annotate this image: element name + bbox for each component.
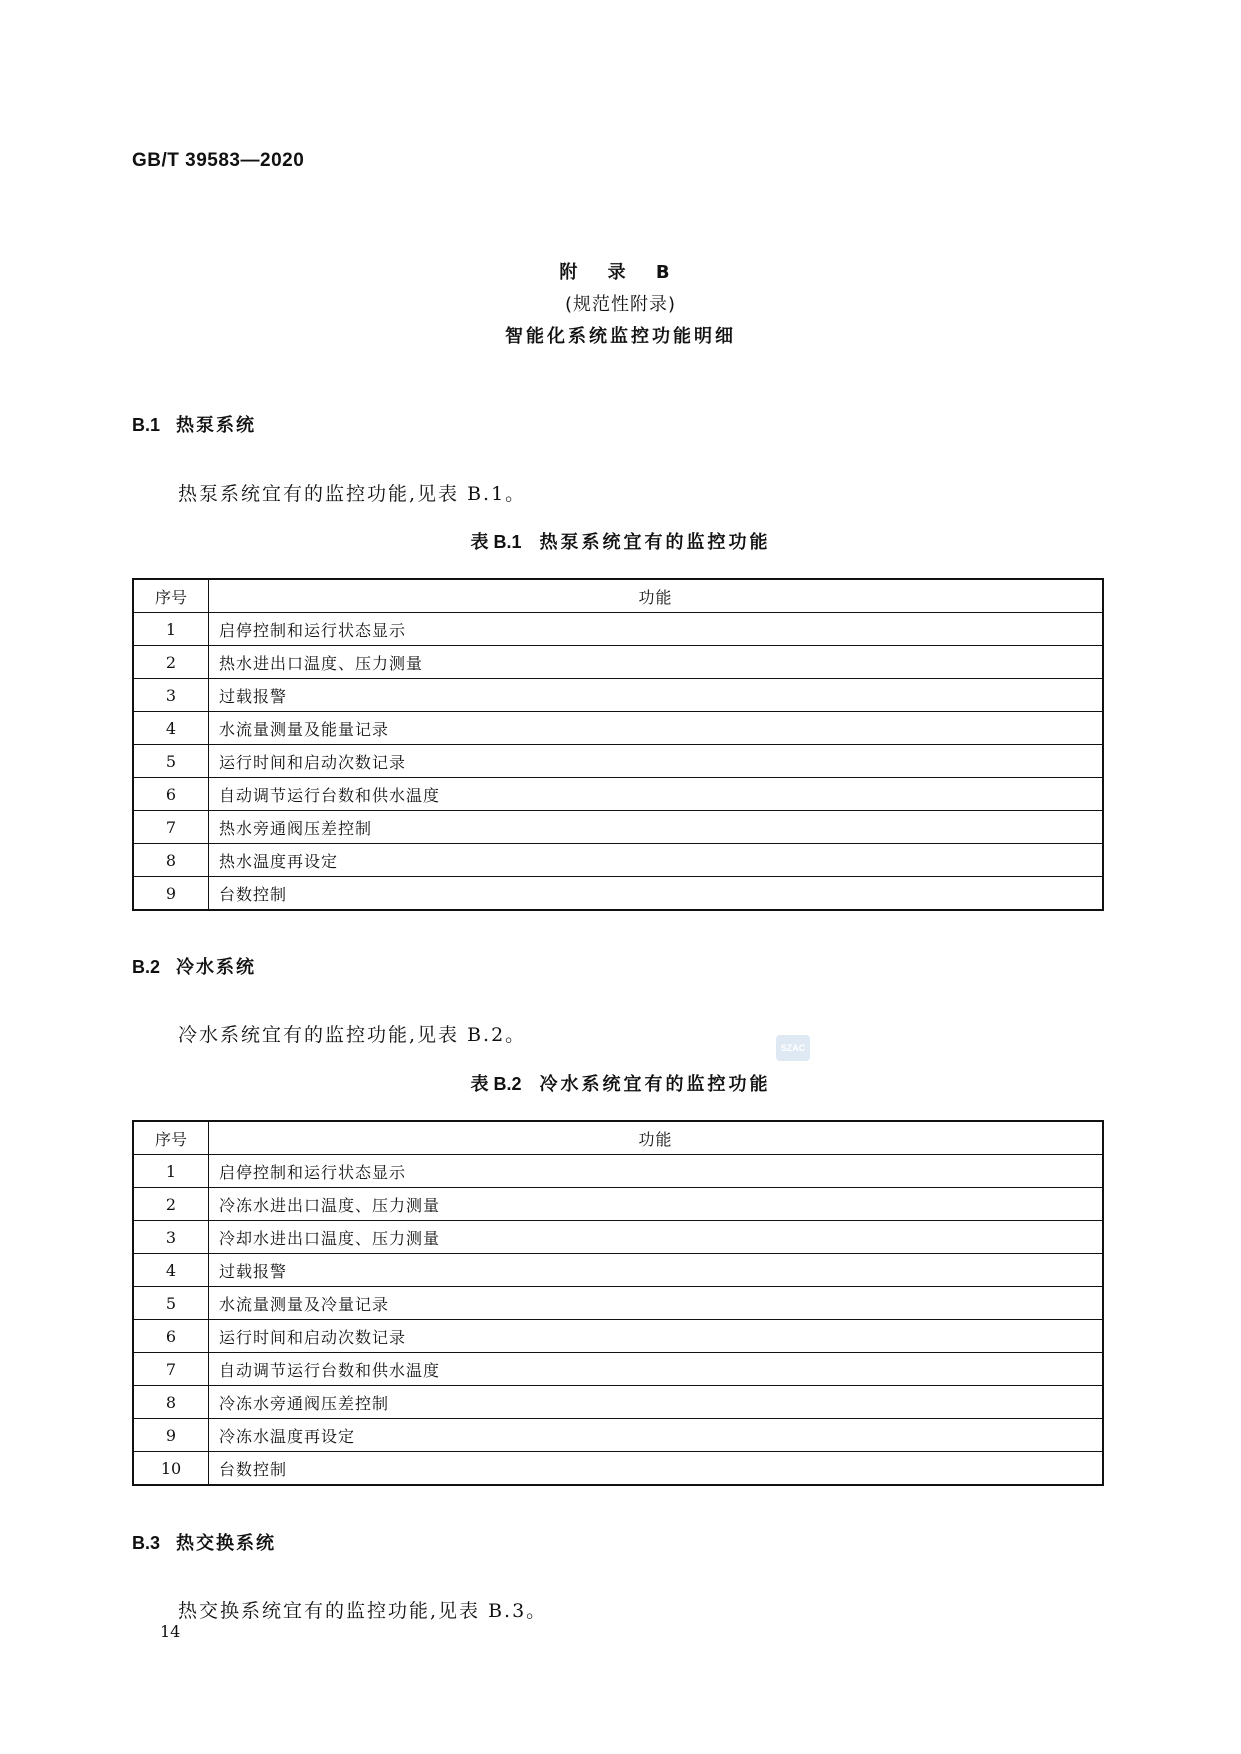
table-row — [133, 613, 1103, 646]
row-number: 7 — [133, 811, 209, 844]
row-number: 1 — [133, 613, 209, 646]
row-function: 冷冻水旁通阀压差控制 — [209, 1386, 1104, 1419]
row-function: 热水温度再设定 — [209, 844, 1104, 877]
row-number: 3 — [133, 1221, 209, 1254]
row-number: 5 — [133, 1287, 209, 1320]
table-row — [133, 1452, 1103, 1486]
section-number: B.3 — [132, 1533, 161, 1553]
column-header-number: 序号 — [133, 1121, 209, 1155]
table-row — [133, 778, 1103, 811]
row-function: 热水旁通阀压差控制 — [209, 811, 1104, 844]
watermark-logo: SZAC — [776, 1035, 810, 1061]
table-header-row — [133, 579, 1103, 613]
table-row — [133, 1419, 1103, 1452]
table-row — [133, 1353, 1103, 1386]
row-number: 10 — [133, 1452, 209, 1486]
table-row — [133, 1320, 1103, 1353]
section-title: 热交换系统 — [176, 1533, 277, 1554]
row-number: 4 — [133, 712, 209, 745]
row-function: 冷却水进出口温度、压力测量 — [209, 1221, 1104, 1254]
section-heading-b3 — [132, 1529, 276, 1555]
column-header-function: 功能 — [209, 1121, 1104, 1155]
section-title: 热泵系统 — [176, 415, 257, 436]
section-title: 冷水系统 — [176, 957, 257, 978]
table-title: 冷水系统宜有的监控功能 — [539, 1074, 771, 1095]
row-function: 水流量测量及冷量记录 — [209, 1287, 1104, 1320]
row-function: 启停控制和运行状态显示 — [209, 1155, 1104, 1188]
column-header-number: 序号 — [133, 579, 209, 613]
table-caption-b2 — [0, 1070, 1241, 1096]
section-number: B.1 — [132, 415, 161, 435]
standard-code: GB/T 39583—2020 — [132, 150, 305, 171]
section-heading-b2 — [132, 953, 256, 979]
table-label: 表 B.1 — [470, 532, 522, 552]
row-function: 冷冻水温度再设定 — [209, 1419, 1104, 1452]
row-number: 7 — [133, 1353, 209, 1386]
table-row — [133, 679, 1103, 712]
column-header-function: 功能 — [209, 579, 1104, 613]
row-function: 冷冻水进出口温度、压力测量 — [209, 1188, 1104, 1221]
section-number: B.2 — [132, 957, 161, 977]
table-row — [133, 1155, 1103, 1188]
table-row — [133, 844, 1103, 877]
table-row — [133, 811, 1103, 844]
table-row — [133, 712, 1103, 745]
table-row — [133, 1221, 1103, 1254]
table-row — [133, 1254, 1103, 1287]
row-number: 8 — [133, 844, 209, 877]
row-function: 台数控制 — [209, 877, 1104, 911]
table-b2 — [132, 1120, 1104, 1486]
row-number: 2 — [133, 646, 209, 679]
annex-title: 附 录 B — [559, 262, 682, 283]
row-function: 热水进出口温度、压力测量 — [209, 646, 1104, 679]
section-heading-b1 — [132, 411, 256, 437]
annex-type: (规范性附录) — [564, 294, 677, 315]
row-function: 水流量测量及能量记录 — [209, 712, 1104, 745]
row-function: 过载报警 — [209, 679, 1104, 712]
table-header-row — [133, 1121, 1103, 1155]
row-number: 1 — [133, 1155, 209, 1188]
row-function: 自动调节运行台数和供水温度 — [209, 778, 1104, 811]
row-number: 5 — [133, 745, 209, 778]
row-number: 9 — [133, 1419, 209, 1452]
table-row — [133, 1287, 1103, 1320]
table-label: 表 B.2 — [470, 1074, 522, 1094]
row-number: 3 — [133, 679, 209, 712]
row-number: 6 — [133, 1320, 209, 1353]
table-caption-b1 — [0, 528, 1241, 554]
table-row — [133, 745, 1103, 778]
table-row — [133, 1188, 1103, 1221]
row-function: 运行时间和启动次数记录 — [209, 745, 1104, 778]
page-number: 14 — [160, 1622, 181, 1641]
section-paragraph-b1: 热泵系统宜有的监控功能,见表 B.1。 — [178, 483, 527, 505]
row-function: 启停控制和运行状态显示 — [209, 613, 1104, 646]
section-paragraph-b3: 热交换系统宜有的监控功能,见表 B.3。 — [178, 1600, 548, 1622]
row-function: 台数控制 — [209, 1452, 1104, 1486]
section-paragraph-b2: 冷水系统宜有的监控功能,见表 B.2。 — [178, 1024, 527, 1046]
table-row — [133, 1386, 1103, 1419]
row-function: 过载报警 — [209, 1254, 1104, 1287]
table-row — [133, 646, 1103, 679]
row-number: 2 — [133, 1188, 209, 1221]
row-number: 8 — [133, 1386, 209, 1419]
table-row — [133, 877, 1103, 911]
row-number: 6 — [133, 778, 209, 811]
table-b1 — [132, 578, 1104, 911]
annex-name: 智能化系统监控功能明细 — [505, 326, 736, 347]
table-title: 热泵系统宜有的监控功能 — [539, 532, 771, 553]
row-function: 运行时间和启动次数记录 — [209, 1320, 1104, 1353]
row-number: 9 — [133, 877, 209, 911]
row-number: 4 — [133, 1254, 209, 1287]
row-function: 自动调节运行台数和供水温度 — [209, 1353, 1104, 1386]
